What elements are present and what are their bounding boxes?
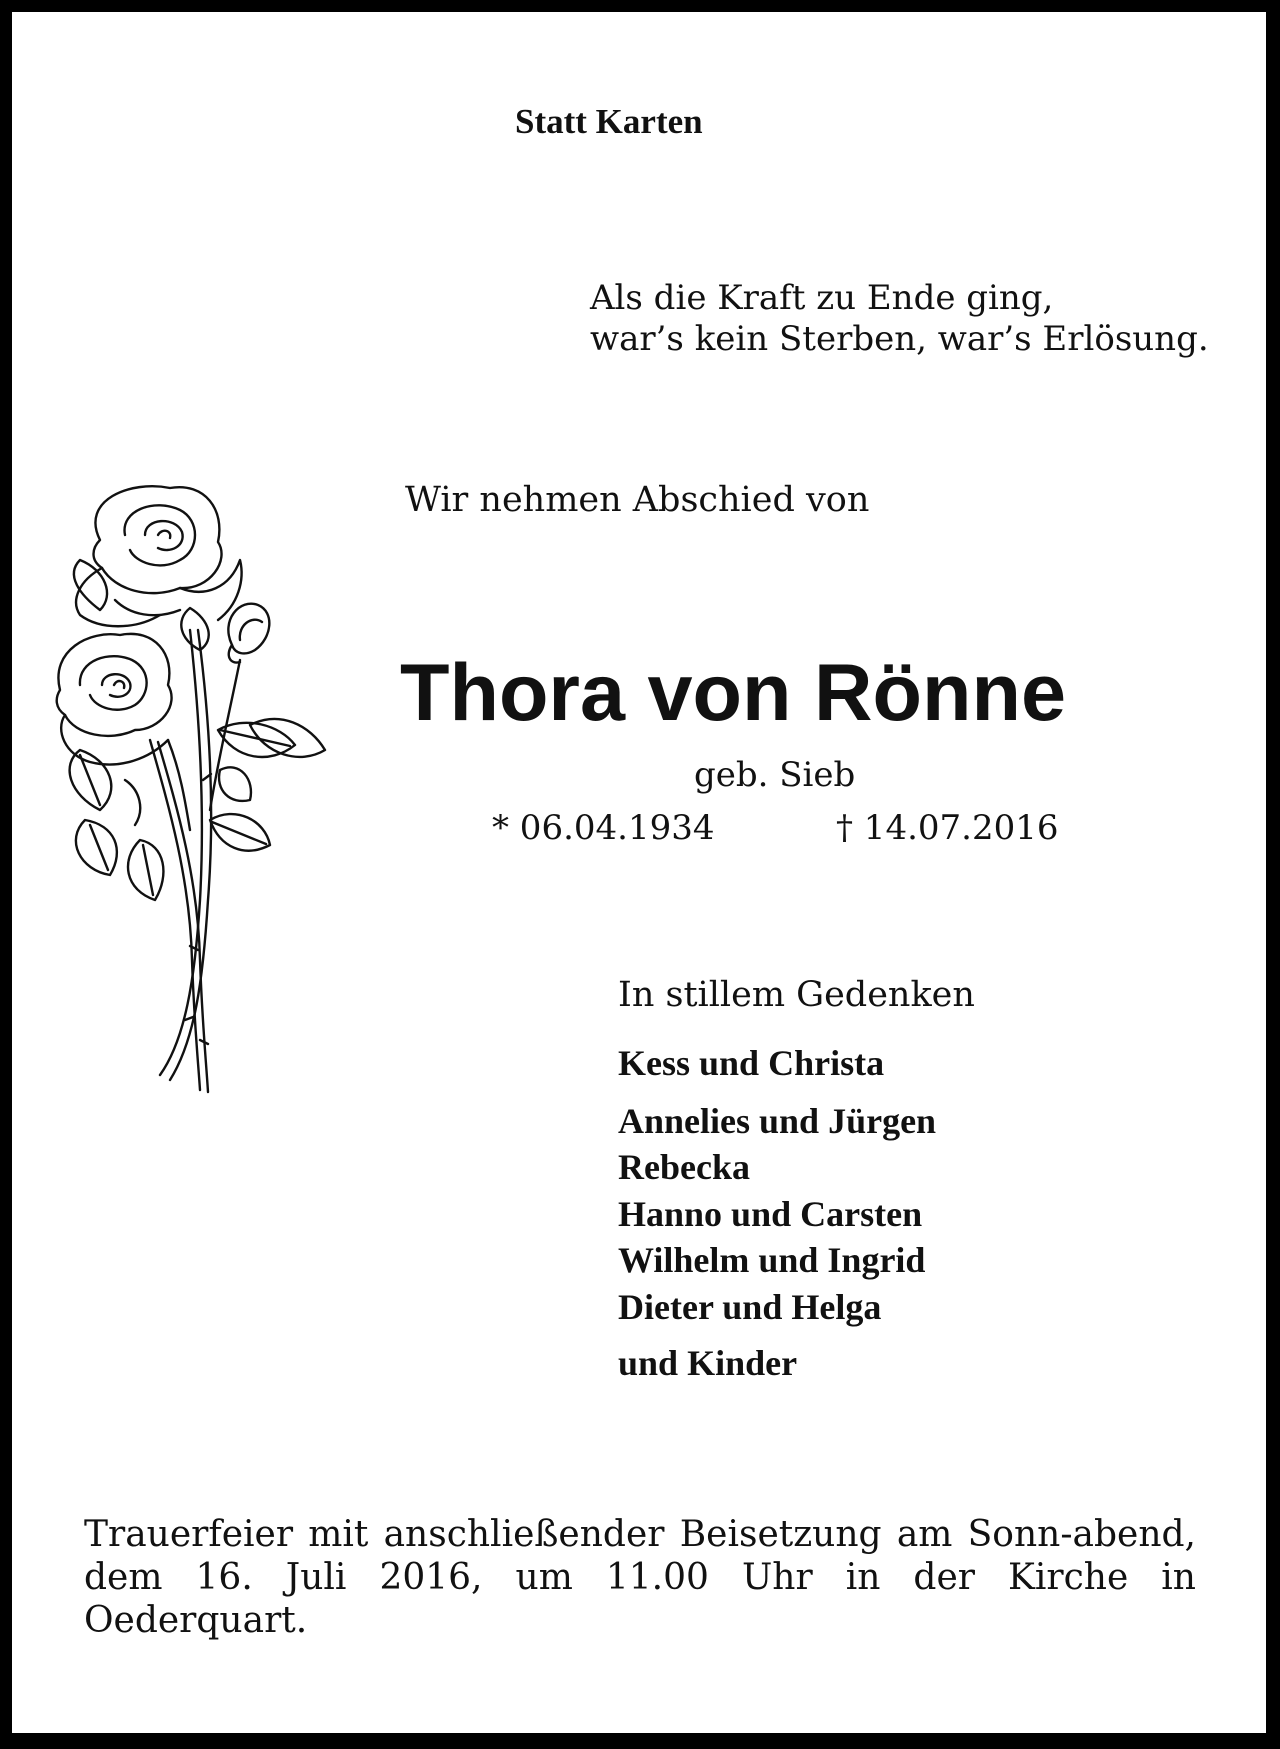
mourner-name: und Kinder	[618, 1343, 798, 1383]
mourner-name: Wilhelm und Ingrid	[618, 1240, 926, 1280]
maiden-name: geb. Sieb	[694, 755, 856, 795]
mourner-name: Rebecka	[618, 1147, 750, 1187]
statt-karten-heading: Statt Karten	[515, 102, 703, 141]
mourner-name: Hanno und Carsten	[618, 1193, 923, 1234]
death-date: † 14.07.2016	[836, 808, 1059, 848]
mourners-intro: In stillem Gedenken	[618, 975, 975, 1015]
deceased-name: Thora von Rönne	[400, 648, 1066, 738]
mourner-name: Kess und Christa	[618, 1043, 885, 1083]
verse-line-2: war’s kein Sterben, war’s Erlösung.	[590, 319, 1209, 359]
ceremony-notice: Trauerfeier mit anschließender Beisetzung am Sonn-abend, dem 16. Juli 2016, um 11.00 Uhr in der Kirche in Oederquart.	[84, 1514, 1196, 1641]
mourners-list	[618, 1040, 936, 1387]
verse	[590, 278, 1209, 360]
rose-icon	[40, 480, 340, 1100]
birth-date: * 06.04.1934	[492, 808, 715, 848]
mourner-name: Annelies und Jürgen	[618, 1100, 937, 1141]
farewell-intro: Wir nehmen Abschied von	[405, 480, 870, 520]
verse-line-1: Als die Kraft zu Ende ging,	[590, 278, 1054, 318]
mourner-name: Dieter und Helga	[618, 1286, 882, 1327]
